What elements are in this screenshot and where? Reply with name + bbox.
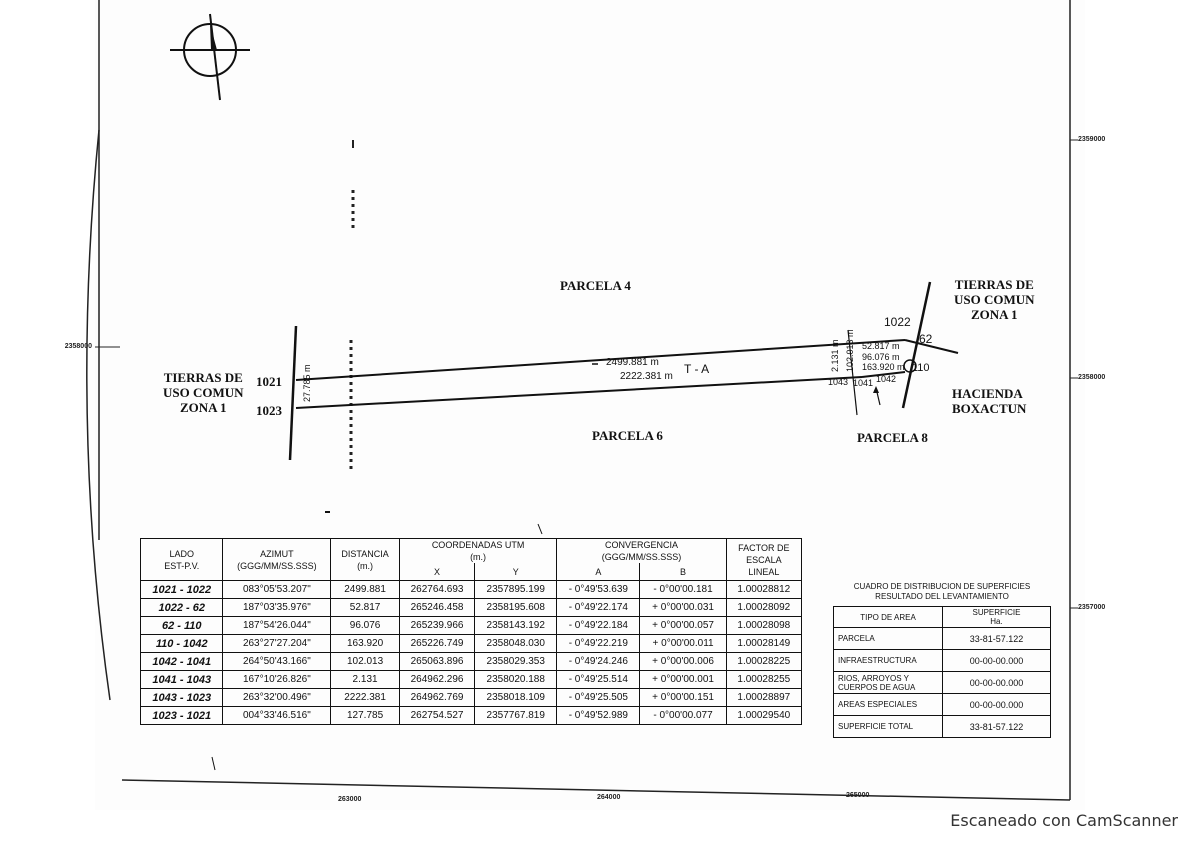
survey-cell-distancia: 127.785 bbox=[331, 707, 400, 725]
survey-cell-a: - 0°49'53.639 bbox=[557, 581, 640, 599]
survey-cell-distancia: 52.817 bbox=[331, 599, 400, 617]
coords-header-l2: (m.) bbox=[470, 552, 487, 562]
survey-cell-factor: 1.00028897 bbox=[726, 689, 801, 707]
factor-header-l2: ESCALA bbox=[746, 554, 782, 565]
distribution-cell-superficie: 33-81-57.122 bbox=[943, 628, 1051, 650]
y-tick-right-2358000: 2358000 bbox=[1078, 374, 1106, 381]
lado-header bbox=[141, 539, 223, 581]
survey-cell-y: 2357895.199 bbox=[475, 581, 557, 599]
x-tick-264000: 264000 bbox=[597, 794, 621, 801]
dimension-v2: 2.131 m bbox=[830, 339, 840, 372]
survey-cell-y: 2358020.188 bbox=[475, 671, 557, 689]
survey-table-body bbox=[141, 581, 802, 725]
survey-cell-a: - 0°49'22.219 bbox=[557, 635, 640, 653]
distribution-row bbox=[834, 628, 1051, 650]
survey-cell-distancia: 102.013 bbox=[331, 653, 400, 671]
survey-cell-a: - 0°49'25.505 bbox=[557, 689, 640, 707]
survey-cell-distancia: 2222.381 bbox=[331, 689, 400, 707]
survey-cell-azimut: 263°32'00.496" bbox=[223, 689, 331, 707]
survey-cell-x: 265239.966 bbox=[399, 617, 474, 635]
survey-row bbox=[141, 599, 802, 617]
survey-cell-x: 262764.693 bbox=[399, 581, 474, 599]
survey-cell-factor: 1.00028149 bbox=[726, 635, 801, 653]
tipo-header: TIPO DE AREA bbox=[834, 607, 943, 628]
distribution-row bbox=[834, 694, 1051, 716]
survey-cell-y: 2358195.608 bbox=[475, 599, 557, 617]
survey-cell-distancia: 163.920 bbox=[331, 635, 400, 653]
distribution-table bbox=[833, 606, 1051, 738]
distribution-cell-superficie: 00-00-00.000 bbox=[943, 650, 1051, 672]
survey-cell-factor: 1.00028098 bbox=[726, 617, 801, 635]
survey-cell-lado: 1023 - 1021 bbox=[141, 707, 223, 725]
dimension-top: 2499.881 m bbox=[606, 357, 659, 368]
distribution-cell-tipo: INFRAESTRUCTURA bbox=[834, 650, 943, 672]
distribution-cell-tipo: RIOS, ARROYOS Y CUERPOS DE AGUA bbox=[834, 672, 943, 694]
hacienda-line-2: BOXACTUN bbox=[952, 401, 1027, 416]
distribution-cell-superficie: 00-00-00.000 bbox=[943, 694, 1051, 716]
survey-cell-y: 2357767.819 bbox=[475, 707, 557, 725]
survey-cell-x: 265246.458 bbox=[399, 599, 474, 617]
survey-cell-b: + 0°00'00.001 bbox=[640, 671, 726, 689]
y-header: Y bbox=[475, 563, 557, 581]
tierras-right-line-1: TIERRAS DE bbox=[954, 277, 1034, 292]
convergencia-header-l2: (GGG/MM/SS.SSS) bbox=[601, 552, 682, 562]
survey-cell-factor: 1.00029540 bbox=[726, 707, 801, 725]
survey-cell-distancia: 96.076 bbox=[331, 617, 400, 635]
distribution-cell-tipo: PARCELA bbox=[834, 628, 943, 650]
parcela-8-label: PARCELA 8 bbox=[857, 430, 928, 445]
survey-cell-y: 2358018.109 bbox=[475, 689, 557, 707]
survey-cell-lado: 1043 - 1023 bbox=[141, 689, 223, 707]
survey-cell-factor: 1.00028812 bbox=[726, 581, 801, 599]
azimut-header-l1: AZIMUT bbox=[260, 548, 294, 559]
survey-cell-azimut: 004°33'46.516" bbox=[223, 707, 331, 725]
survey-cell-lado: 1041 - 1043 bbox=[141, 671, 223, 689]
distribution-table-body bbox=[834, 628, 1051, 738]
parcela-4-label: PARCELA 4 bbox=[560, 278, 631, 293]
survey-cell-x: 264962.769 bbox=[399, 689, 474, 707]
distribution-row bbox=[834, 672, 1051, 694]
distancia-header bbox=[331, 539, 400, 581]
survey-row bbox=[141, 581, 802, 599]
survey-cell-y: 2358048.030 bbox=[475, 635, 557, 653]
point-1022: 1022 bbox=[884, 315, 911, 329]
tierras-left-line-2: USO COMUN bbox=[163, 385, 244, 400]
distribution-row bbox=[834, 650, 1051, 672]
tierras-uso-comun-right-label bbox=[954, 277, 1035, 322]
distribution-row bbox=[834, 716, 1051, 738]
tierras-left-line-1: TIERRAS DE bbox=[163, 370, 243, 385]
azimut-header bbox=[223, 539, 331, 581]
survey-cell-factor: 1.00028225 bbox=[726, 653, 801, 671]
survey-cell-a: - 0°49'24.246 bbox=[557, 653, 640, 671]
survey-cell-a: - 0°49'52.989 bbox=[557, 707, 640, 725]
survey-cell-a: - 0°49'22.174 bbox=[557, 599, 640, 617]
convergencia-header-l1: CONVERGENCIA bbox=[604, 540, 678, 550]
survey-cell-distancia: 2.131 bbox=[331, 671, 400, 689]
survey-cell-b: - 0°00'00.181 bbox=[640, 581, 726, 599]
dimension-r1: 52.817 m bbox=[862, 341, 900, 351]
survey-cell-x: 265063.896 bbox=[399, 653, 474, 671]
point-1043: 1043 bbox=[828, 377, 849, 387]
survey-row bbox=[141, 617, 802, 635]
tierras-left-line-3: ZONA 1 bbox=[179, 400, 227, 415]
distribution-cell-tipo: AREAS ESPECIALES bbox=[834, 694, 943, 716]
x-tick-263000: 263000 bbox=[338, 796, 362, 803]
distribution-cell-superficie: 00-00-00.000 bbox=[943, 672, 1051, 694]
survey-cell-b: + 0°00'00.011 bbox=[640, 635, 726, 653]
dimension-r2: 96.076 m bbox=[862, 352, 900, 362]
survey-cell-azimut: 263°27'27.204" bbox=[223, 635, 331, 653]
dimension-left: 27.785 m bbox=[302, 364, 312, 402]
survey-cell-azimut: 187°54'26.044" bbox=[223, 617, 331, 635]
y-tick-right-2359000: 2359000 bbox=[1078, 136, 1106, 143]
factor-header bbox=[726, 539, 801, 581]
survey-row bbox=[141, 653, 802, 671]
tierras-right-line-2: USO COMUN bbox=[954, 292, 1035, 307]
distribution-title-l1: CUADRO DE DISTRIBUCION DE SUPERFICIES bbox=[853, 582, 1031, 591]
survey-cell-a: - 0°49'22.184 bbox=[557, 617, 640, 635]
survey-cell-azimut: 083°05'53.207" bbox=[223, 581, 331, 599]
survey-cell-lado: 1022 - 62 bbox=[141, 599, 223, 617]
superficie-header-l1: SUPERFICIE bbox=[972, 608, 1021, 617]
azimut-header-l2: (GGG/MM/SS.SSS) bbox=[237, 560, 317, 571]
x-header: X bbox=[399, 563, 474, 581]
distribution-title-l2: RESULTADO DEL LEVANTAMIENTO bbox=[875, 592, 1009, 601]
survey-cell-x: 264962.296 bbox=[399, 671, 474, 689]
distancia-header-l1: DISTANCIA bbox=[341, 548, 389, 559]
distancia-header-l2: (m.) bbox=[357, 560, 374, 571]
hacienda-line-1: HACIENDA bbox=[952, 386, 1023, 401]
survey-cell-lado: 1021 - 1022 bbox=[141, 581, 223, 599]
distribution-header-row bbox=[834, 607, 1051, 628]
survey-cell-b: + 0°00'00.006 bbox=[640, 653, 726, 671]
tierras-right-line-3: ZONA 1 bbox=[970, 307, 1018, 322]
t-a-label: T - A bbox=[684, 362, 710, 376]
factor-header-l3: LINEAL bbox=[748, 566, 780, 577]
superficie-header-l2: Ha. bbox=[990, 617, 1003, 626]
survey-cell-a: - 0°49'25.514 bbox=[557, 671, 640, 689]
factor-header-l1: FACTOR DE bbox=[738, 542, 790, 553]
survey-cell-azimut: 264°50'43.166" bbox=[223, 653, 331, 671]
point-1023: 1023 bbox=[256, 403, 282, 418]
y-tick-right-2357000: 2357000 bbox=[1078, 604, 1106, 611]
distribution-title bbox=[833, 582, 1051, 602]
distribution-cell-tipo: SUPERFICIE TOTAL bbox=[834, 716, 943, 738]
hacienda-boxactun-label bbox=[952, 386, 1026, 416]
survey-cell-y: 2358029.353 bbox=[475, 653, 557, 671]
superficie-header bbox=[943, 607, 1051, 628]
point-1021: 1021 bbox=[256, 374, 282, 389]
survey-cell-y: 2358143.192 bbox=[475, 617, 557, 635]
lado-header-l1: LADO bbox=[169, 548, 194, 559]
dimension-bottom: 2222.381 m bbox=[620, 371, 673, 382]
survey-cell-azimut: 167°10'26.826" bbox=[223, 671, 331, 689]
distribution-cell-superficie: 33-81-57.122 bbox=[943, 716, 1051, 738]
survey-cell-x: 262754.527 bbox=[399, 707, 474, 725]
survey-cell-lado: 62 - 110 bbox=[141, 617, 223, 635]
survey-cell-factor: 1.00028092 bbox=[726, 599, 801, 617]
survey-cell-x: 265226.749 bbox=[399, 635, 474, 653]
parcela-6-label: PARCELA 6 bbox=[592, 428, 663, 443]
a-header: A bbox=[557, 563, 640, 581]
survey-cell-lado: 110 - 1042 bbox=[141, 635, 223, 653]
lado-header-l2: EST-P.V. bbox=[164, 560, 200, 571]
survey-cell-b: + 0°00'00.031 bbox=[640, 599, 726, 617]
survey-row bbox=[141, 671, 802, 689]
dimension-r3: 163.920 m bbox=[862, 362, 905, 372]
survey-cell-factor: 1.00028255 bbox=[726, 671, 801, 689]
y-tick-left-2358000: 2358000 bbox=[64, 343, 92, 350]
survey-cell-b: + 0°00'00.151 bbox=[640, 689, 726, 707]
coords-header bbox=[399, 539, 556, 564]
survey-cell-b: + 0°00'00.057 bbox=[640, 617, 726, 635]
x-tick-265000: 265000 bbox=[846, 792, 870, 799]
dimension-v1: 102.013 m bbox=[845, 329, 855, 372]
survey-cell-distancia: 2499.881 bbox=[331, 581, 400, 599]
point-62: 62 bbox=[919, 332, 933, 346]
survey-table bbox=[140, 538, 802, 725]
coords-header-l1: COORDENADAS UTM bbox=[431, 540, 525, 550]
survey-row bbox=[141, 635, 802, 653]
survey-cell-b: - 0°00'00.077 bbox=[640, 707, 726, 725]
camscanner-watermark: Escaneado con CamScanner bbox=[950, 811, 1178, 830]
survey-row bbox=[141, 689, 802, 707]
tierras-uso-comun-left-label bbox=[163, 370, 244, 415]
point-110: 110 bbox=[912, 362, 930, 374]
convergencia-header bbox=[557, 539, 726, 564]
survey-cell-lado: 1042 - 1041 bbox=[141, 653, 223, 671]
survey-row bbox=[141, 707, 802, 725]
survey-header-row bbox=[141, 539, 802, 564]
point-1042: 1042 bbox=[876, 374, 897, 384]
survey-cell-azimut: 187°03'35.976" bbox=[223, 599, 331, 617]
point-1041: 1041 bbox=[853, 378, 874, 388]
b-header: B bbox=[640, 563, 726, 581]
